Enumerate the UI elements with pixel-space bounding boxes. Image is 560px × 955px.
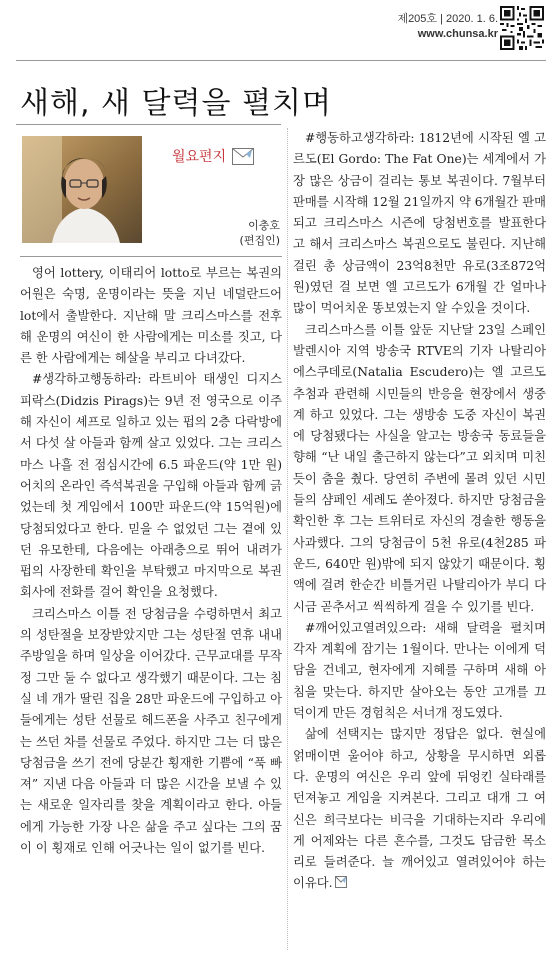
paragraph: 크리스마스를 이틀 앞둔 지난달 23일 스페인 발렌시아 지역 방송국 RTVE의 기자 나탈리아 에스쿠데로(Natalia Escudero)는 엘 고르도 추첨과 관련해 시민들의 반응을 현장에서 생중계 하고 있었다. 그는 생방송 도중 자신이 복권에 당첨됐다는 사실을 알고는 방송국 동료들을 향해 “난 내일 출근하지 않는다”고 외치며 미친 듯이 춤을 췄다. 당연히 주변에 몰려 있던 시민들의 샴페인 세례도 쏟아졌다. 하지만 당첨금을 확인한 후 그는 트위터로 자신의 경솔한 행동을 사과했다. 그의 당첨금이 5천 유로(4천285 파운드, 640만 원)밖에 되지 않았기 때문이다. 횡액에 걸려 한순간 비틀거린 나탈리아가 부디 다시금 곧추서고 씩씩하게 걸을 수 있기를 빈다. bbox=[293, 322, 546, 614]
paragraph: #생각하고행동하라: 라트비아 태생인 디지스 피락스(Didzis Pirags)는 9년 전 영국으로 이주해 자신이 셰프로 일하고 있는 펍의 2층 다락방에서 다섯 살 아들과 함께 살고 있었다. 그는 크리스마스 나흘 전 점심시간에 6.5 파운드(약 1만 원) 어치의 온라인 즉석복권을 구입해 아들과 함께 긁었는데 첫 게임에서 100만 파운드(약 15억원)에 당첨되었다고 한다. 믿을 수 없었던 그는 곁에 있던 유모한테, 다음에는 아래층으로 뛰어 내려가 펍의 사장한테 확인을 부탁했고 마지막으로 복권 회사에 전화를 걸어 확인을 요청했다. bbox=[20, 372, 282, 600]
author-name: 이충호 bbox=[248, 219, 280, 232]
headline-rule bbox=[16, 124, 281, 125]
body-left-column bbox=[20, 263, 282, 859]
masthead-rule bbox=[16, 60, 546, 61]
qr-code-icon bbox=[500, 6, 544, 50]
body-right-column bbox=[293, 128, 546, 895]
issue-info bbox=[378, 12, 498, 42]
paragraph: 영어 lottery, 이태리어 lotto로 부르는 복권의 어원은 숙명, 운명이라는 뜻을 지닌 네덜란드어 lot에서 출발한다. 지난해 말 크리스마스를 전후해 운명의 여신이 한 사람에게는 미소를 짓고, 다른 한 사람에게는 헤살을 부리고 다녀갔다. bbox=[20, 266, 282, 366]
paragraph: #깨어있고열려있으라: 새해 달력을 펼치며 각자 계획에 잠기는 1월이다. 만나는 이에게 덕담을 건네고, 현자에게 지혜를 구하며 새해 아침을 맞는다. 하지만 살아오는 동안 고개를 끄덕이게 만든 경험칙은 서너개 정도였다. bbox=[293, 620, 546, 721]
paragraph-last bbox=[293, 724, 546, 894]
paragraph: 삶에 선택지는 많지만 정답은 없다. 현실에 얽매이면 울어야 하고, 상황을 무시하면 외롭다. 운명의 여신은 우리 앞에 뒤엉킨 실타래를 던져놓고 게임을 지켜본다. 그리고 대개 그 여신은 희극보다는 비극을 기대하는지라 우리에게 어제와는 다른 흔수를, 그것도 담금한 목소리로 들려준다. 늘 깨어있고 열려있어야 하는 이유다. bbox=[293, 727, 546, 891]
author-rule bbox=[20, 256, 282, 257]
website: www.chunsa.kr bbox=[417, 28, 498, 40]
paragraph: 크리스마스 이틀 전 당첨금을 수령하면서 최고의 성탄절을 보장받았지만 그는 성탄절 연휴 내내 주방일을 하며 일상을 이어갔다. 근무교대를 무작정 그만 둘 수 없다고 생각했기 때문이다. 그는 침실 네 개가 딸린 집을 28만 파운드에 구입하고 아들에게는 성탄 선물로 헤드폰을 사주고 친구에게는 쓰던 차를 선물로 주었다. 하지만 그는 더 많은 당첨금을 쓰기 전에 당분간 횡재한 기쁨에 “푹 빠져” 지낸 다음 아들과 더 많은 시간을 보낼 수 있는 새로운 일자리를 찾을 계획이라고 한다. 아들에게 가능한 가장 나은 삶을 주고 싶다는 그의 꿈이 이 횡재로 인해 어긋나는 일이 없기를 빈다. bbox=[20, 606, 282, 856]
end-mark-icon bbox=[335, 876, 347, 888]
author-role: (편집인) bbox=[239, 234, 280, 247]
issue-number: 제205호 | 2020. 1. 6. bbox=[397, 13, 498, 25]
column-tag bbox=[172, 146, 254, 166]
author-photo bbox=[22, 136, 142, 243]
envelope-icon bbox=[232, 148, 254, 165]
column-divider bbox=[287, 128, 288, 950]
author-byline bbox=[200, 218, 280, 248]
headline: 새해, 새 달력을 펼치며 bbox=[20, 86, 332, 121]
paragraph: #행동하고생각하라: 1812년에 시작된 엘 고르도(El Gordo: The Fat One)는 세계에서 가장 많은 상금이 걸리는 통보 복권이다. 7월부터 판매를 시작해 12월 21일까지 약 6개월간 판매되고 크리스마스 시즌에 당첨번호를 발표한다고 해서 크리스마스 복권으로도 불린다. 지난해 걸린 총 상금액이 23억8천만 유로(3조872억 원)였던 걸 보면 엘 고르도가 6개월 간 얼마나 많이 먹어치운 똥보였는지 알 수있을 것이다. bbox=[293, 131, 546, 316]
column-section-name: 월요편지 bbox=[172, 149, 227, 165]
